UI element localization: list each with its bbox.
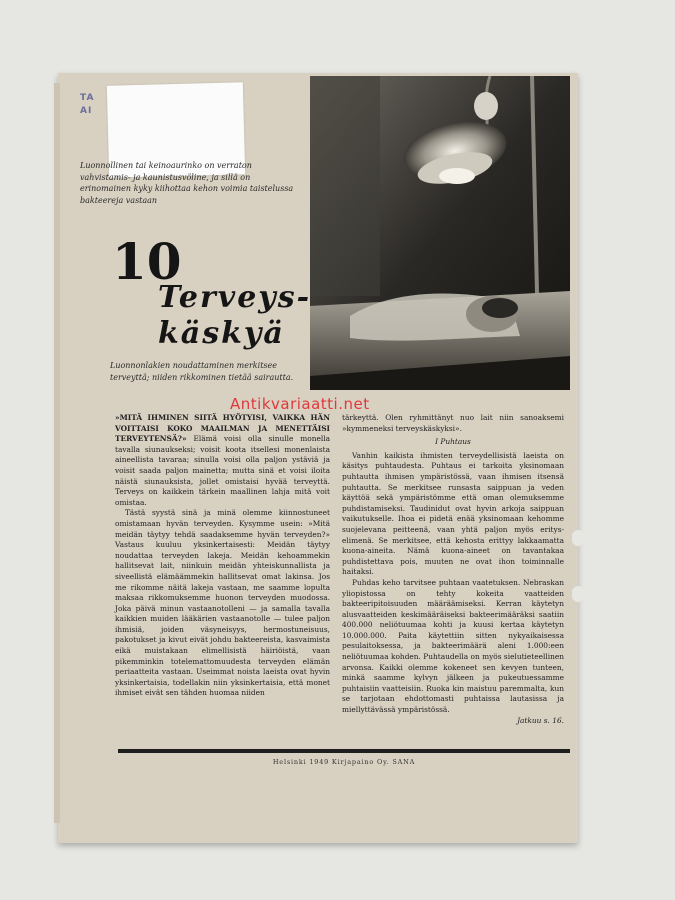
watermark: Antikvariaatti.net [230, 395, 370, 413]
subtitle: Luonnonlakien noudattaminen merkitsee terveyttä; niiden rikkominen tietää sairautta. [110, 361, 294, 382]
footer-rule [118, 749, 570, 753]
photo-caption: Luonnollinen tai keinoaurinko on verraton vahvistamis- ja kaunistusvöline, ja sillä on erinomainen kyky kiihottaa kehon voimia taistelussa bakteereja vastaan [80, 161, 294, 205]
lead-quote: »MITÄ IHMINEN SIITÄ HYÖTYISI, VAIKKA HÄN VOITTAISI KOKO MAAILMAN JA MENETTÄISI TERVEYTENSÄ?» [115, 413, 330, 444]
section-heading: I Puhtaus [435, 437, 471, 447]
page-edge [54, 83, 60, 823]
stamp-line: TA [80, 93, 95, 103]
paragraph: Vanhin kaikista ihmisten terveydellisistä laeista on käsitys puhtaudesta. Puhtaus ei tarkoita yksinomaan puhtautta ihmisen ympäristössä, vaan ihmisen itsensä puhtautta. Se merkitsee runsasta saippuan ja veden käyttöä sekä ympäristömme että oman olemuksemme puhdistamiseksi. Taudinidut ovat hyvin arkoja saippuan vaikutukselle. Ihoa ei pidetä enää yksinomaan kehomme suojelevana peitteenä, vaan yhtä paljon myös erityselimenä. Se merkitsee, että kehosta erittyy lakkaamatta kuona-aineita. Nämä kuona-aineet on tavantakaa puhdistettava pois, muuten ne ovat ihon toiminnalle haitaksi. [342, 450, 564, 577]
paragraph: Elämä voisi olla sinulle monella tavalla siunaukseksi; voisit koota itsellesi monenlaista aineellista tavaraa; sinulla voisi olla paljon ystäviä ja voisit saada paljon mainetta; mutta sinä et voisi iloita näistä siunauksista, jollet omistaisi hyvää terveyttä. Terveys on kaikkein tärkein maallinen lahja mitä voit omistaa. [115, 434, 330, 507]
title-line-1: Terveys- [158, 280, 312, 315]
paragraph: Tästä syystä sinä ja minä olemme kiinnostuneet omistamaan hyvän terveyden. Kysymme usein: »Mitä meidän täytyy tehdä saadaksemme hyvän terveyden?» Vastaus kuuluu yksinkertaisesti: Meidän täytyy noudattaa terveyden lakeja. Meidän kehoammekin hallitsevat lait, niinkuin meidän yhteiskunnallista ja siveellistä elämäämmekin hallitsevat omat lakinsa. Jos me rikomme näitä lakeja vastaan, me saamme lopulta maksaa rikkomuksemme huonon terveyden muodossa. Joka päivä minun vastaanotolleni — ja samalla tavalla kaikkien muiden lääkärien vastaanotolle — tulee paljon ihmisiä, joiden väsyneisyys, hermostuneisuus, pakotukset ja kivut eivät johdu bakteereista, kasvaimista eikä muistakaan elimellisistä häiriöistä, vaan pikemminkin totelemattomuudesta terveyden elämän periaatteita vastaan. Useimmat noista laeista ovat hyvin yksinkertaisia, todellakin niin yksinkertaisia, että monet ihmiset eivät sen tähden huomaa niiden [115, 508, 330, 698]
right-column [342, 413, 564, 726]
stamp-line: AI [80, 106, 93, 116]
continued-note: Jatkuu s. 16. [517, 715, 564, 725]
printer-footer: Helsinki 1949 Kirjapaino Oy. SANA [272, 758, 416, 766]
binding-hole [572, 530, 584, 546]
binding-hole [572, 586, 584, 602]
paragraph: tärkeyttä. Olen ryhmittänyt nuo lait niin sanoaksemi »kymmeneksi terveyskäskyksi». [342, 413, 564, 433]
title-line-2: käskyä [158, 316, 285, 351]
title-number: 10 [112, 232, 182, 291]
paragraph: Puhdas keho tarvitsee puhtaan vaatetuksen. Nebraskan yliopistossa on tehty kokeita vaatteiden bakteeripitoisuuden määräämiseksi. Kerran käytetyn alusvaatteiden keskimääräiseksi bakteerimääräksi saatiin 400.000 neliötuumaa kohti ja kuusi kertaa käytetyn 10.000.000. Paita käytettiin sitten nykyaikaisessa pesulaitoksessa, ja bakteerimäärä aleni 1.000:een neliötuumaa kohden. Puhtaudella on myös sielutieteellinen arvonsa. Kaikki olemme kokeneet sen kevyen tunteen, minkä saamme kylvyn jälkeen ja pukeutuessamme puhtaisiin vaatteisiin. Ruoka kin maistuu paremmalta, kun se tarjotaan ehdottomasti puhtaissa lautasissa ja miellyttävässä ympäristössä. [342, 577, 564, 715]
sunlamp-photo [310, 76, 570, 390]
left-column [115, 413, 330, 699]
